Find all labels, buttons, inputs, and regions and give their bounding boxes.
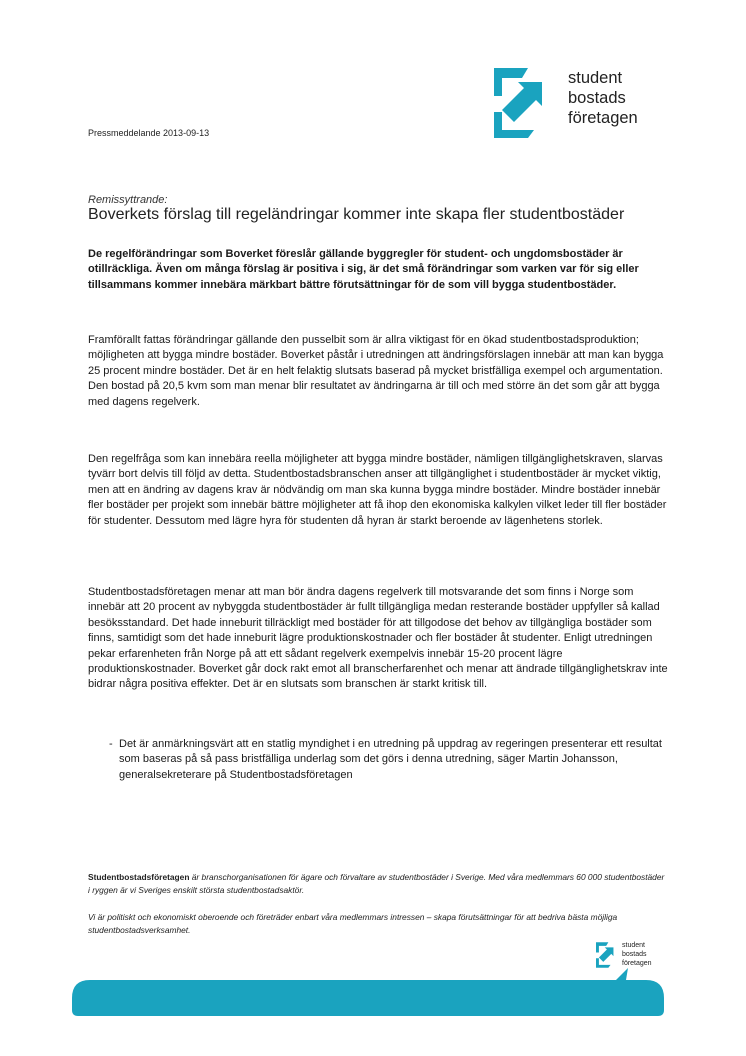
logo-wordmark [568, 68, 638, 128]
logo-arrow-icon [494, 68, 560, 138]
footer-logo-line-1: student [622, 942, 645, 949]
footer-bar-phone: T 031-780 45 70 [306, 1015, 360, 1024]
quote-text: Det är anmärkningsvärt att en statlig myndighet i en utredning på uppdrag av regeringen presenterar ett resultat som baseras på så pass bristfälliga underlag som det görs i denna utredning, säger Martin Johansson, generalsekreterare på Studentbostadsföretagen [119, 738, 662, 781]
footer-logo-arrow-icon [596, 942, 620, 968]
footer-bar-fax: F 031-333 63 51 [366, 1015, 421, 1024]
footer-about-text: är branschorganisationen för ägare och förvaltare av studentbostäder i Sverige. Med våra medlemmars 60 000 studentbostäder i ryggen är vi Sveriges enskilt största studentbostadsaktör. [88, 872, 665, 895]
footer-logo [596, 942, 676, 976]
footer-bar-web-link[interactable]: www.studentbostadsforetagen.se [427, 1015, 535, 1024]
footer-contact-line [96, 1015, 540, 1024]
logo-line-3: företagen [568, 109, 638, 127]
article-title: Boverkets förslag till regeländringar kommer inte skapa fler studentbostäder [88, 206, 625, 223]
logo-line-2: bostads [568, 89, 626, 107]
press-release-date: Pressmeddelande 2013-09-13 [88, 128, 210, 138]
article-kicker: Remissyttrande: [88, 194, 168, 206]
footer-org-name: Studentbostadsföretagen [88, 872, 190, 882]
footer-logo-wordmark [622, 942, 652, 968]
logo-line-1: student [568, 69, 623, 87]
footer-bar-address: Kaserntorget 11 411 18 Göteborg [191, 1015, 300, 1024]
body-paragraph-2: Den regelfråga som kan innebära reella möjligheter att bygga mindre bostäder, nämligen tillgänglighetskraven, slarvas tyvärr bort delvis till följd av detta. Studentbostadsbranschen anser att tillgänglighet i studentbostäder är mycket viktig, men att en ändring av dagens krav är nödvändig om man ska kunna bygga mindre bostäder. Mindre bostäder innebär fler bostäder per projekt som innebär bättre möjligheter att få ihop den ekonomiska kalkylen vilket leder till fler bostäder för studenter. Dessutom med lägre hyra för studenten då hyran är starkt beroende av lägenhetens storlek. [88, 453, 667, 527]
company-logo [494, 68, 664, 140]
body-paragraph-1: Framförallt fattas förändringar gällande den pusselbit som är allra viktigast för en ökad studentbostadsproduktion; möjligheten att bygga mindre bostäder. Boverket påstår i utredningen att ändringsförslagen innebär att man kan bygga 25 procent mindre bostäder. Det är en helt felaktig slutsats baserad på mycket bristfälliga exempel och argumentation. Den bostad på 20,5 kvm som man menar blir resultatet av ändringarna är till och med större än det som går att bygga med dagens regelverk. [88, 334, 664, 408]
footer-bar-name: Studentbostadsföretagen [96, 1015, 185, 1024]
footer-logo-line-3: företagen [622, 959, 652, 967]
body-paragraph-3: Studentbostadsföretagen menar att man bör ändra dagens regelverk till motsvarande det som finns i Norge som innebär att 20 procent av nybyggda studentbostäder är fullt tillgängliga medan resterande bostäder uppfyller så kallad besöksstandard. Det hade inneburit tillräckligt med bostäder för att tillgodose det behov av tillgängliga bostäder som finns, samtidigt som det hade inneburit lägre produktionskostnader och fler bostäder åt studenter. Enligt utredningen pekar erfarenheten från Norge på att ett sådant regelverk exempelvis innebär 15-20 procent lägre produktionskostnader. Boverket går dock rakt emot all branscherfarenhet och menar att ändrade tillgänglighetskrav inte bidrar några positiva effekter. Det är en slutsats som branschen är starkt kritisk till. [88, 586, 668, 691]
footer-about [88, 871, 668, 897]
lead-paragraph: De regelförändringar som Boverket föreslår gällande byggregler för student- och ungdomsbostäder är otillräckliga. Även om många förslag är positiva i sig, är det små förändringar som varken var för sig eller tillsammans kommer innebära märkbart bättre förutsättningar för de som vill bygga studentbostäder. [88, 248, 639, 291]
footer-logo-line-2: bostads [622, 950, 647, 958]
footer-mission: Vi är politiskt och ekonomiskt oberoende och företräder enbart våra medlemmars intressen – skapa förutsättningar för att bedriva bästa möjliga studentbostadsverksamhet. [88, 912, 618, 935]
quote-dash: - [109, 738, 113, 750]
